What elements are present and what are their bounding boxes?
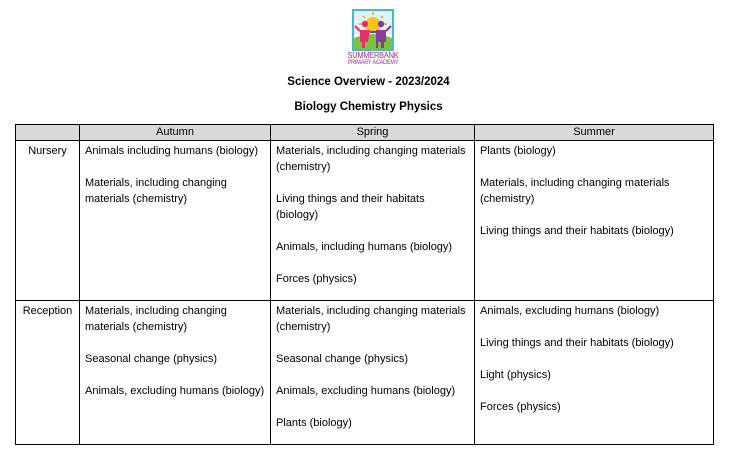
topic: Animals, excluding humans (biology)	[480, 305, 660, 317]
header-summer: Summer	[475, 125, 714, 141]
topic: Animals, including humans (biology)	[276, 241, 453, 253]
header-blank	[16, 125, 80, 141]
page-title: Science Overview - 2023/2024	[287, 76, 450, 88]
school-logo	[347, 8, 399, 68]
reception-autumn-cell	[80, 301, 271, 445]
logo-name: SUMMERBANK	[347, 51, 399, 60]
school-logo-icon	[350, 8, 396, 52]
topic: Living things and their habitats (biology)	[276, 193, 425, 221]
logo-wordmark	[344, 52, 401, 67]
topic: Living things and their habitats (biology)	[480, 225, 674, 237]
topic: Light (physics)	[480, 369, 551, 381]
science-overview-table	[15, 124, 714, 445]
table-row-nursery	[16, 141, 714, 301]
row-label-reception: Reception	[16, 301, 80, 445]
header-spring: Spring	[271, 125, 475, 141]
header-autumn: Autumn	[80, 125, 271, 141]
topic: Materials, including changing materials (chemistry)	[85, 177, 227, 205]
table-row-reception	[16, 301, 714, 445]
topic: Plants (biology)	[480, 145, 556, 157]
topic: Seasonal change (physics)	[276, 353, 409, 365]
reception-spring-cell	[271, 301, 475, 445]
logo-subname: PRIMARY ACADEMY	[347, 60, 399, 66]
table-header-row	[16, 125, 714, 141]
topic: Animals including humans (biology)	[85, 145, 259, 157]
topic: Forces (physics)	[480, 401, 561, 413]
topic: Materials, including changing materials (chemistry)	[480, 177, 670, 205]
topic: Materials, including changing materials (chemistry)	[276, 305, 466, 333]
topic: Animals, excluding humans (biology)	[85, 385, 265, 397]
topic: Materials, including changing materials (chemistry)	[276, 145, 466, 173]
row-label-nursery: Nursery	[16, 141, 80, 301]
topic: Materials, including changing materials (chemistry)	[85, 305, 227, 333]
topic: Forces (physics)	[276, 273, 357, 285]
reception-summer-cell	[475, 301, 714, 445]
nursery-summer-cell	[475, 141, 714, 301]
topic: Plants (biology)	[276, 417, 352, 429]
nursery-spring-cell	[271, 141, 475, 301]
page-subtitle: Biology Chemistry Physics	[294, 101, 443, 113]
topic: Seasonal change (physics)	[85, 353, 218, 365]
topic: Animals, excluding humans (biology)	[276, 385, 456, 397]
nursery-autumn-cell	[80, 141, 271, 301]
topic: Living things and their habitats (biology)	[480, 337, 674, 349]
